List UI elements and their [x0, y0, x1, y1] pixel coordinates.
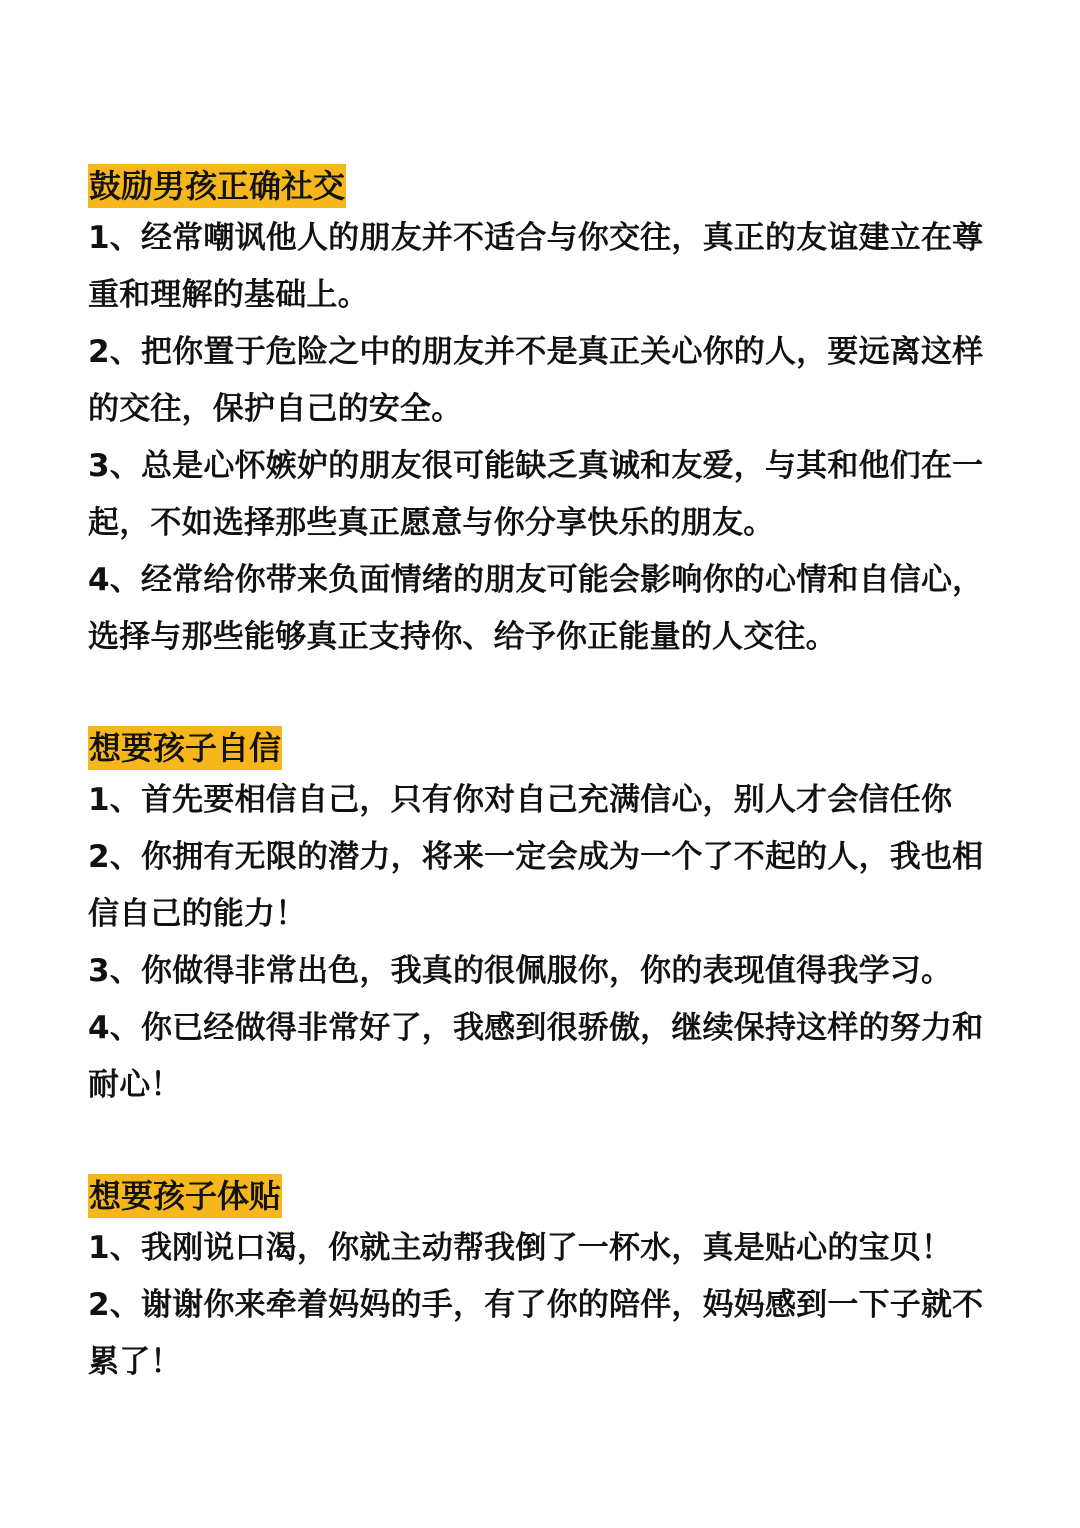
- list-item: 1、我刚说口渴，你就主动帮我倒了一杯水，真是贴心的宝贝！: [88, 1230, 953, 1266]
- list-item: 4、经常给你带来负面情绪的朋友可能会影响你的心情和自信心，选择与那些能够真正支持你、给予你正能量的人交往。: [88, 562, 984, 655]
- list-item: 2、你拥有无限的潜力，将来一定会成为一个了不起的人，我也相信自己的能力！: [88, 839, 984, 932]
- list-item: 3、你做得非常出色，我真的很佩服你，你的表现值得我学习。: [88, 953, 953, 989]
- section-heading: 想要孩子体贴: [88, 1174, 282, 1218]
- section-caring: [88, 1170, 1008, 1391]
- list-item: 1、首先要相信自己，只有你对自己充满信心，别人才会信任你: [88, 782, 953, 818]
- list-item: 2、谢谢你来牵着妈妈的手，有了你的陪伴，妈妈感到一下子就不累了！: [88, 1287, 984, 1380]
- section-heading: 鼓励男孩正确社交: [88, 164, 346, 208]
- section-social: [88, 160, 1008, 666]
- document-page: [88, 160, 1008, 1391]
- list-item: 1、经常嘲讽他人的朋友并不适合与你交往，真正的友谊建立在尊重和理解的基础上。: [88, 220, 984, 313]
- list-item: 3、总是心怀嫉妒的朋友很可能缺乏真诚和友爱，与其和他们在一起，不如选择那些真正愿意与你分享快乐的朋友。: [88, 448, 984, 541]
- section-confidence: [88, 722, 1008, 1114]
- section-heading: 想要孩子自信: [88, 726, 282, 770]
- list-item: 4、你已经做得非常好了，我感到很骄傲，继续保持这样的努力和耐心！: [88, 1010, 984, 1103]
- list-item: 2、把你置于危险之中的朋友并不是真正关心你的人，要远离这样的交往，保护自己的安全。: [88, 334, 984, 427]
